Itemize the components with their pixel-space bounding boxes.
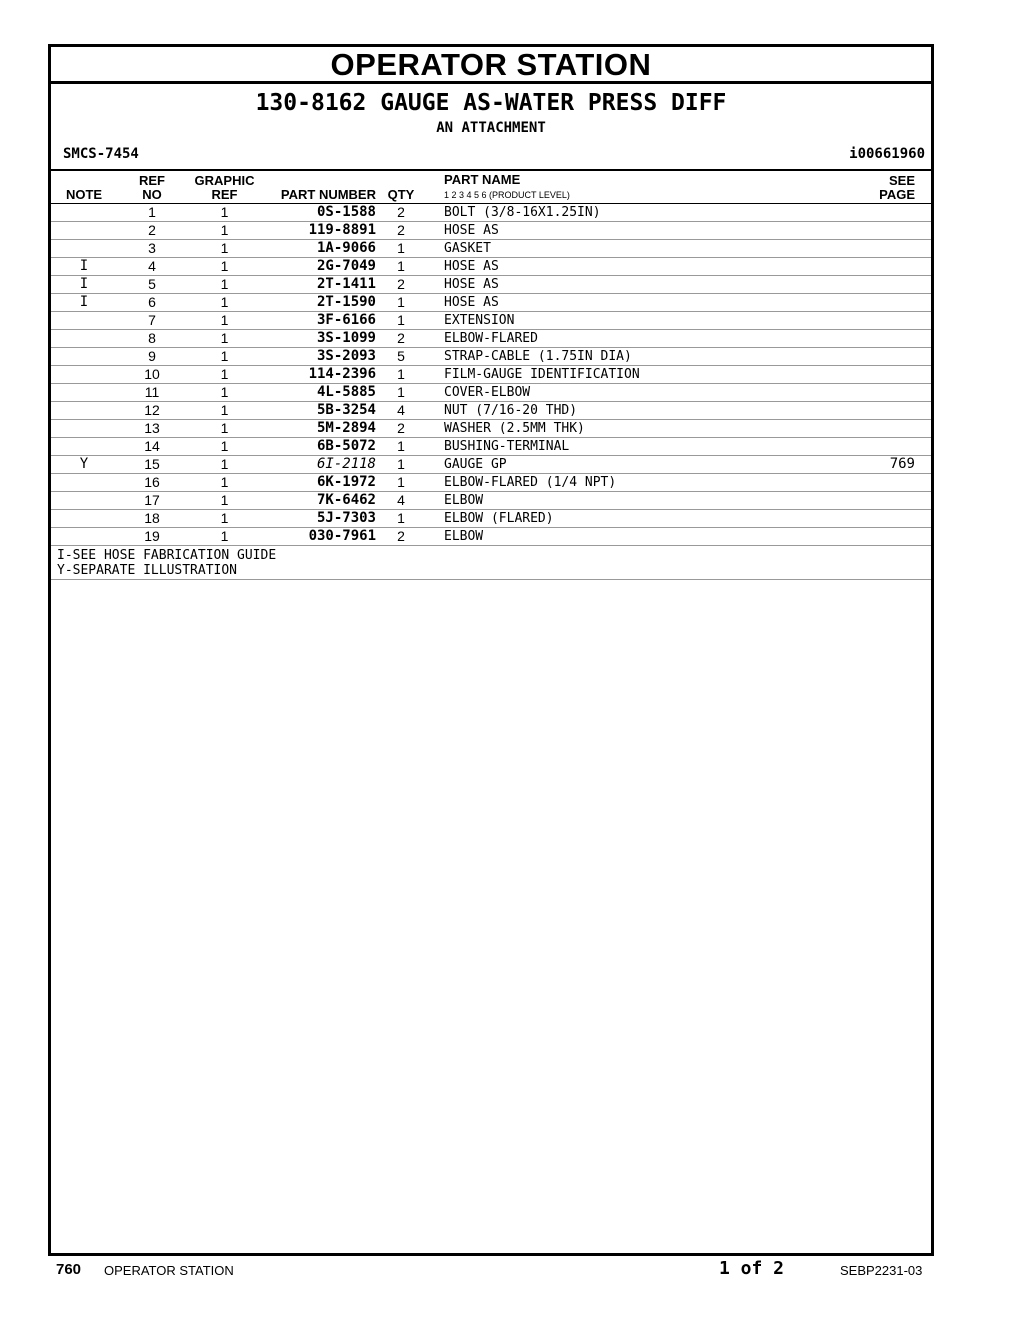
ref-no-cell: 5: [117, 276, 187, 294]
ref-no-cell: 17: [117, 492, 187, 510]
col-header-ref-no: REF NO: [117, 171, 187, 204]
table-row: [51, 348, 931, 366]
part-number-cell: 7K-6462: [262, 492, 378, 510]
see-page-cell: [861, 240, 931, 258]
part-name-cell: ELBOW (FLARED): [424, 510, 861, 528]
note-cell: I: [51, 258, 117, 276]
see-page-cell: [861, 474, 931, 492]
ref-no-cell: 10: [117, 366, 187, 384]
see-page-cell: [861, 438, 931, 456]
table-row: [51, 240, 931, 258]
graphic-ref-cell: 1: [187, 312, 262, 330]
part-name-cell: ELBOW-FLARED (1/4 NPT): [424, 474, 861, 492]
part-number-cell: 119-8891: [262, 222, 378, 240]
ref-no-cell: 14: [117, 438, 187, 456]
part-number-cell: 6I-2118: [262, 456, 378, 474]
part-name-cell: NUT (7/16-20 THD): [424, 402, 861, 420]
see-page-cell: [861, 294, 931, 312]
qty-cell: 2: [378, 420, 424, 438]
qty-cell: 2: [378, 204, 424, 222]
part-number-cell: 6B-5072: [262, 438, 378, 456]
see-page-cell: 769: [861, 456, 931, 474]
part-name-cell: GAUGE GP: [424, 456, 861, 474]
see-page-cell: [861, 222, 931, 240]
ref-no-cell: 2: [117, 222, 187, 240]
part-name-cell: HOSE AS: [424, 276, 861, 294]
graphic-ref-cell: 1: [187, 276, 262, 294]
table-row: [51, 456, 931, 474]
col-header-note: NOTE: [51, 171, 117, 204]
part-name-cell: COVER-ELBOW: [424, 384, 861, 402]
table-row: [51, 204, 931, 222]
graphic-ref-cell: 1: [187, 348, 262, 366]
col-header-part-number: PART NUMBER: [262, 171, 378, 204]
table-row: [51, 312, 931, 330]
graphic-ref-cell: 1: [187, 240, 262, 258]
part-number-cell: 3S-1099: [262, 330, 378, 348]
note-cell: [51, 384, 117, 402]
footer-page-count: 1 of 2: [719, 1258, 785, 1279]
qty-cell: 1: [378, 294, 424, 312]
graphic-ref-cell: 1: [187, 510, 262, 528]
note-cell: [51, 222, 117, 240]
ref-no-cell: 16: [117, 474, 187, 492]
note-cell: Y: [51, 456, 117, 474]
part-name-cell: GASKET: [424, 240, 861, 258]
ref-no-cell: 11: [117, 384, 187, 402]
footnote: I-SEE HOSE FABRICATION GUIDE: [57, 548, 277, 563]
part-number-cell: 1A-9066: [262, 240, 378, 258]
graphic-ref-cell: 1: [187, 204, 262, 222]
ref-no-cell: 12: [117, 402, 187, 420]
part-name-cell: ELBOW: [424, 528, 861, 546]
qty-cell: 1: [378, 438, 424, 456]
part-number-cell: 3F-6166: [262, 312, 378, 330]
table-row: [51, 222, 931, 240]
table-row: [51, 294, 931, 312]
note-cell: [51, 348, 117, 366]
qty-cell: 1: [378, 312, 424, 330]
table-row: [51, 366, 931, 384]
see-page-cell: [861, 330, 931, 348]
qty-cell: 2: [378, 276, 424, 294]
part-name-cell: STRAP-CABLE (1.75IN DIA): [424, 348, 861, 366]
note-cell: [51, 240, 117, 258]
parts-page-frame: [48, 44, 934, 1256]
illustration-id: i00661960: [849, 146, 925, 162]
ref-no-cell: 1: [117, 204, 187, 222]
part-name-cell: EXTENSION: [424, 312, 861, 330]
footer-page-number: 760: [56, 1261, 82, 1278]
graphic-ref-cell: 1: [187, 294, 262, 312]
ref-no-cell: 3: [117, 240, 187, 258]
graphic-ref-cell: 1: [187, 420, 262, 438]
qty-cell: 1: [378, 258, 424, 276]
part-name-cell: HOSE AS: [424, 294, 861, 312]
part-number-cell: 5J-7303: [262, 510, 378, 528]
see-page-cell: [861, 528, 931, 546]
ref-no-cell: 18: [117, 510, 187, 528]
see-page-cell: [861, 204, 931, 222]
part-number-cell: 114-2396: [262, 366, 378, 384]
note-cell: [51, 402, 117, 420]
graphic-ref-cell: 1: [187, 366, 262, 384]
graphic-ref-cell: 1: [187, 330, 262, 348]
part-name-cell: ELBOW-FLARED: [424, 330, 861, 348]
table-row: [51, 510, 931, 528]
ref-no-cell: 8: [117, 330, 187, 348]
ref-no-cell: 6: [117, 294, 187, 312]
see-page-cell: [861, 384, 931, 402]
parts-table-header: [51, 171, 931, 204]
part-name-cell: ELBOW: [424, 492, 861, 510]
qty-cell: 1: [378, 510, 424, 528]
part-number-cell: 5B-3254: [262, 402, 378, 420]
see-page-cell: [861, 492, 931, 510]
note-cell: [51, 438, 117, 456]
table-row: [51, 258, 931, 276]
qty-cell: 4: [378, 402, 424, 420]
table-row: [51, 384, 931, 402]
part-name-cell: WASHER (2.5MM THK): [424, 420, 861, 438]
footnote: Y-SEPARATE ILLUSTRATION: [57, 563, 238, 578]
see-page-cell: [861, 402, 931, 420]
note-cell: [51, 204, 117, 222]
note-cell: I: [51, 276, 117, 294]
product-level-legend: 1 2 3 4 5 6 (PRODUCT LEVEL): [444, 190, 570, 200]
col-header-part-name: PART NAME 1 2 3 4 5 6 (PRODUCT LEVEL): [424, 171, 861, 204]
part-number-cell: 2T-1590: [262, 294, 378, 312]
table-row: [51, 492, 931, 510]
qty-cell: 2: [378, 528, 424, 546]
qty-cell: 4: [378, 492, 424, 510]
footer-document-id: SEBP2231-03: [840, 1263, 923, 1278]
see-page-cell: [861, 276, 931, 294]
group-name: GAUGE AS-WATER PRESS DIFF: [380, 90, 727, 116]
part-number-cell: 0S-1588: [262, 204, 378, 222]
qty-cell: 2: [378, 330, 424, 348]
note-cell: [51, 528, 117, 546]
ref-no-cell: 13: [117, 420, 187, 438]
note-cell: [51, 510, 117, 528]
qty-cell: 1: [378, 384, 424, 402]
graphic-ref-cell: 1: [187, 492, 262, 510]
group-subtitle: AN ATTACHMENT: [436, 120, 546, 136]
footnotes: [51, 546, 931, 580]
table-row: [51, 330, 931, 348]
footer-section-name: OPERATOR STATION: [104, 1263, 234, 1278]
see-page-cell: [861, 420, 931, 438]
note-cell: [51, 330, 117, 348]
ref-no-cell: 9: [117, 348, 187, 366]
note-cell: [51, 474, 117, 492]
qty-cell: 2: [378, 222, 424, 240]
col-header-qty: QTY: [378, 171, 424, 204]
col-header-graphic-ref: GRAPHIC REF: [187, 171, 262, 204]
parts-table: [51, 171, 931, 546]
col-header-see-page: SEE PAGE: [861, 171, 931, 204]
graphic-ref-cell: 1: [187, 438, 262, 456]
ref-no-cell: 4: [117, 258, 187, 276]
note-cell: [51, 312, 117, 330]
group-header: [51, 84, 931, 171]
table-row: [51, 276, 931, 294]
part-name-cell: HOSE AS: [424, 222, 861, 240]
part-number-cell: 030-7961: [262, 528, 378, 546]
graphic-ref-cell: 1: [187, 528, 262, 546]
graphic-ref-cell: 1: [187, 258, 262, 276]
table-row: [51, 402, 931, 420]
part-name-cell: BUSHING-TERMINAL: [424, 438, 861, 456]
see-page-cell: [861, 510, 931, 528]
see-page-cell: [861, 366, 931, 384]
see-page-cell: [861, 312, 931, 330]
table-row: [51, 438, 931, 456]
part-number-cell: 3S-2093: [262, 348, 378, 366]
graphic-ref-cell: 1: [187, 402, 262, 420]
qty-cell: 1: [378, 240, 424, 258]
parts-table-body: [51, 204, 931, 546]
group-title: [51, 90, 931, 116]
part-name-cell: HOSE AS: [424, 258, 861, 276]
graphic-ref-cell: 1: [187, 384, 262, 402]
graphic-ref-cell: 1: [187, 222, 262, 240]
section-title: OPERATOR STATION: [51, 47, 931, 84]
graphic-ref-cell: 1: [187, 456, 262, 474]
smcs-code: SMCS-7454: [63, 146, 139, 162]
note-cell: [51, 420, 117, 438]
qty-cell: 1: [378, 474, 424, 492]
note-cell: [51, 492, 117, 510]
graphic-ref-cell: 1: [187, 474, 262, 492]
part-number-cell: 2G-7049: [262, 258, 378, 276]
ref-no-cell: 19: [117, 528, 187, 546]
ref-no-cell: 7: [117, 312, 187, 330]
part-number-cell: 6K-1972: [262, 474, 378, 492]
table-row: [51, 474, 931, 492]
ref-no-cell: 15: [117, 456, 187, 474]
part-number-cell: 5M-2894: [262, 420, 378, 438]
qty-cell: 1: [378, 456, 424, 474]
part-number-cell: 2T-1411: [262, 276, 378, 294]
part-number-cell: 4L-5885: [262, 384, 378, 402]
group-number: 130-8162: [255, 90, 367, 116]
see-page-cell: [861, 348, 931, 366]
table-row: [51, 528, 931, 546]
part-name-cell: BOLT (3/8-16X1.25IN): [424, 204, 861, 222]
table-row: [51, 420, 931, 438]
see-page-cell: [861, 258, 931, 276]
note-cell: [51, 366, 117, 384]
part-name-cell: FILM-GAUGE IDENTIFICATION: [424, 366, 861, 384]
qty-cell: 1: [378, 366, 424, 384]
qty-cell: 5: [378, 348, 424, 366]
note-cell: I: [51, 294, 117, 312]
